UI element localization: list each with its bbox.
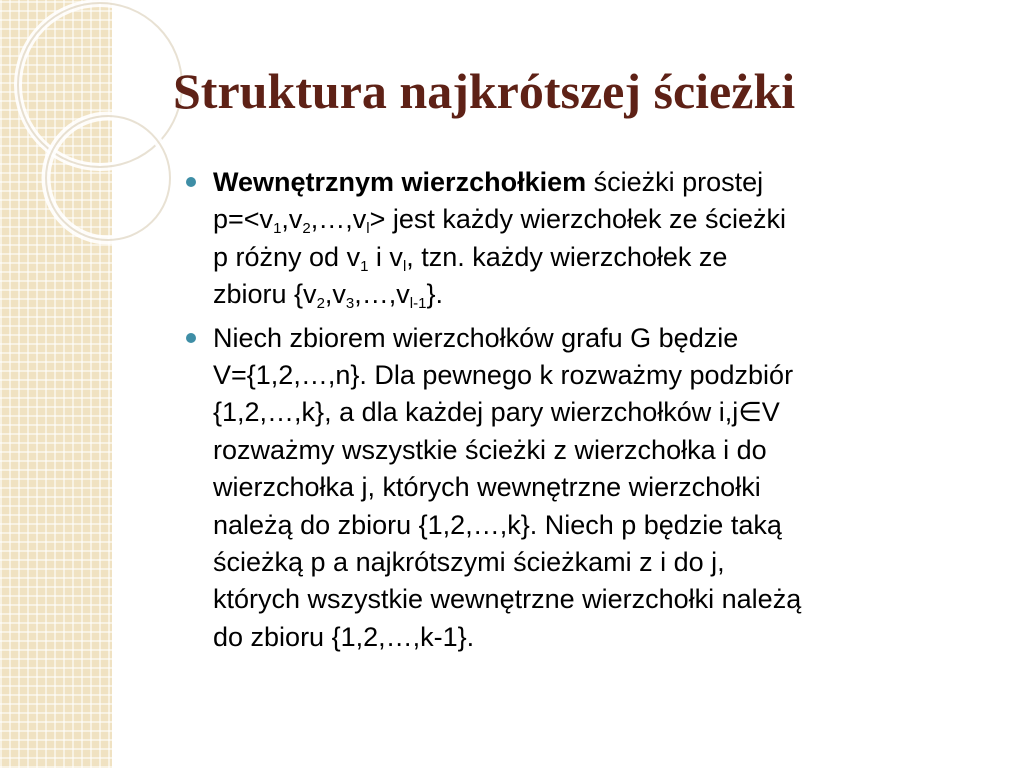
text-span: p=<v: [213, 204, 274, 235]
text-line: ścieżką p a najkrótszymi ścieżkami z i do j,: [213, 547, 725, 578]
bullet-item-2: [213, 320, 1013, 657]
text-span: ścieżki prostej: [586, 167, 764, 197]
text-line: [213, 164, 1013, 201]
text-line: [213, 201, 1013, 238]
subscript: 2: [302, 220, 311, 238]
text-span: ,…,v: [354, 279, 410, 310]
text-line: do zbioru {1,2,…,k-1}.: [213, 621, 475, 652]
subscript: 3: [345, 295, 355, 313]
bullet-dot-icon: [186, 177, 196, 187]
subscript: 2: [316, 295, 325, 313]
text-line: wierzchołka j, których wewnętrzne wierzchołki: [213, 472, 761, 503]
decorative-rings: [0, 0, 200, 300]
subscript: l: [366, 220, 370, 238]
bullet-dot-icon: [186, 333, 196, 343]
text-span: ,v: [324, 279, 346, 310]
text-span: > jest każdy wierzchołek ze ścieżki: [369, 204, 787, 235]
text-line: których wszystkie wewnętrzne wierzchołki należą: [213, 584, 802, 615]
slide-content: [213, 164, 1013, 662]
text-line: Niech zbiorem wierzchołków grafu G będzie: [213, 322, 739, 353]
text-line: V={1,2,…,n}. Dla pewnego k rozważmy podzbiór: [213, 360, 794, 391]
text-span: i v: [368, 241, 403, 272]
text-line: rozważmy wszystkie ścieżki z wierzchołka i do: [213, 434, 767, 465]
subscript: 1: [360, 257, 369, 275]
text-span: , tzn. każdy wierzchołek ze: [406, 241, 728, 272]
bullet-item-1: [213, 164, 1013, 314]
subscript: l-1: [409, 295, 427, 313]
text-line: należą do zbioru {1,2,…,k}. Niech p będzie taką: [213, 509, 782, 540]
text-span: ,v: [281, 204, 303, 235]
text-span: p różny od v: [213, 241, 361, 272]
subscript: 1: [273, 220, 282, 238]
text-span: ,…,v: [310, 204, 367, 235]
bold-term: Wewnętrznym wierzchołkiem: [213, 167, 587, 197]
slide-title: Struktura najkrótszej ścieżki: [173, 63, 796, 119]
text-span: }.: [426, 279, 443, 310]
subscript: l: [402, 257, 407, 275]
text-line: [213, 276, 1013, 313]
text-line: {1,2,…,k}, a dla każdej pary wierzchołków i,j∈V: [213, 397, 780, 428]
text-line: [213, 239, 1013, 276]
text-span: zbioru {v: [213, 279, 317, 310]
